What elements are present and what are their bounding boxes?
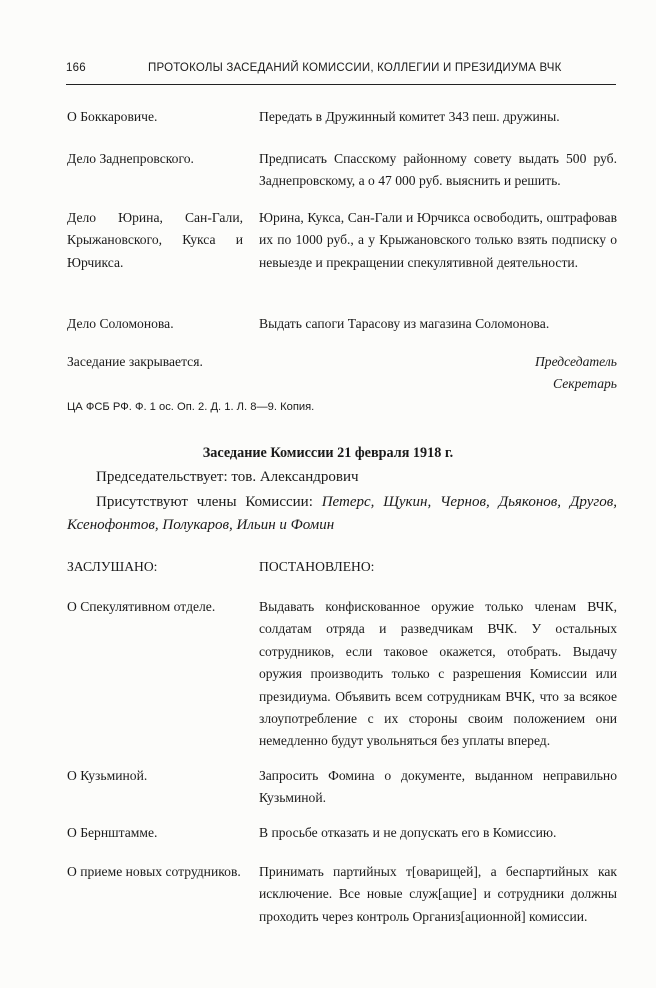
chairman-line: Председательствует: тов. Александрович	[96, 469, 359, 485]
row-decided: Выдать сапоги Тарасову из магазина Соломонова.	[259, 316, 550, 331]
row-heard: О приеме новых сотрудников.	[67, 864, 241, 879]
members-names: Петерс, Щукин, Чернов, Дьяконов, Другов, Ксенофонтов, Полукаров, Ильин и Фомин	[67, 494, 617, 533]
closing-text: Заседание закрывается.	[67, 354, 203, 369]
row-decided: Передать в Дружинный комитет 343 пеш. дружины.	[259, 109, 560, 124]
members-line	[67, 491, 617, 537]
closing-block	[67, 351, 617, 397]
row-decided: Запросить Фомина о документе, выданном неправильно Кузьминой.	[259, 768, 617, 806]
row-decided: Предписать Спасскому районному совету выдать 500 руб. Заднепровскому, а о 47 000 руб. выяснить и решить.	[259, 151, 617, 189]
row-decided: Юрина, Кукса, Сан-Гали и Юрчикса освободить, оштрафовав их по 1000 руб., а у Крыжановского только взять подписку о невыезде и прекращении спекулятивной деятельности.	[259, 210, 617, 270]
heading-heard: ЗАСЛУШАНО:	[67, 559, 158, 574]
row-decided: Принимать партийных т[оварищей], а беспартийных как исключение. Все новые служ[ащие] и сотрудники должны проходить через контроль Организ[ационной] комиссии.	[259, 864, 617, 924]
row-heard: О Спекулятивном отделе.	[67, 599, 216, 614]
row-heard: О Кузьминой.	[67, 768, 148, 783]
header-rule	[66, 84, 616, 85]
row-decided: Выдавать конфискованное оружие только членам ВЧК, солдатам отряда и разведчикам ВЧК. У остальных сотрудников, если таковое окажется, отобрать. Выдачу оружия производить только с разрешения Комиссии или президиума. Объявить всем сотрудникам ВЧК, что за всякое злоупотребление с их стороны своим положением они немедленно будут увольняться без уплаты вперед.	[259, 599, 617, 749]
row-heard: О Бернштамме.	[67, 825, 158, 840]
members-prefix: Присутствуют члены Комиссии:	[96, 494, 322, 510]
session-title: Заседание Комиссии 21 февраля 1918 г.	[202, 445, 454, 461]
heading-decided: ПОСТАНОВЛЕНО:	[259, 559, 375, 574]
row-heard: Дело Соломонова.	[67, 316, 174, 331]
row-decided: В просьбе отказать и не допускать его в Комиссию.	[259, 825, 557, 840]
signature-chairman: Председатель	[534, 354, 617, 369]
signature-secretary: Секретарь	[553, 376, 617, 391]
page-number: 166	[66, 62, 86, 74]
archive-reference: ЦА ФСБ РФ. Ф. 1 ос. Оп. 2. Д. 1. Л. 8—9. Копия.	[67, 401, 315, 413]
row-heard: Дело Юрина, Сан-Гали, Крыжановского, Кукса и Юрчикса.	[67, 210, 243, 270]
row-heard: О Боккаровиче.	[67, 109, 158, 124]
running-title: ПРОТОКОЛЫ ЗАСЕДАНИЙ КОМИССИИ, КОЛЛЕГИИ И ПРЕЗИДИУМА ВЧК	[148, 62, 562, 74]
row-heard: Дело Заднепровского.	[67, 151, 194, 166]
